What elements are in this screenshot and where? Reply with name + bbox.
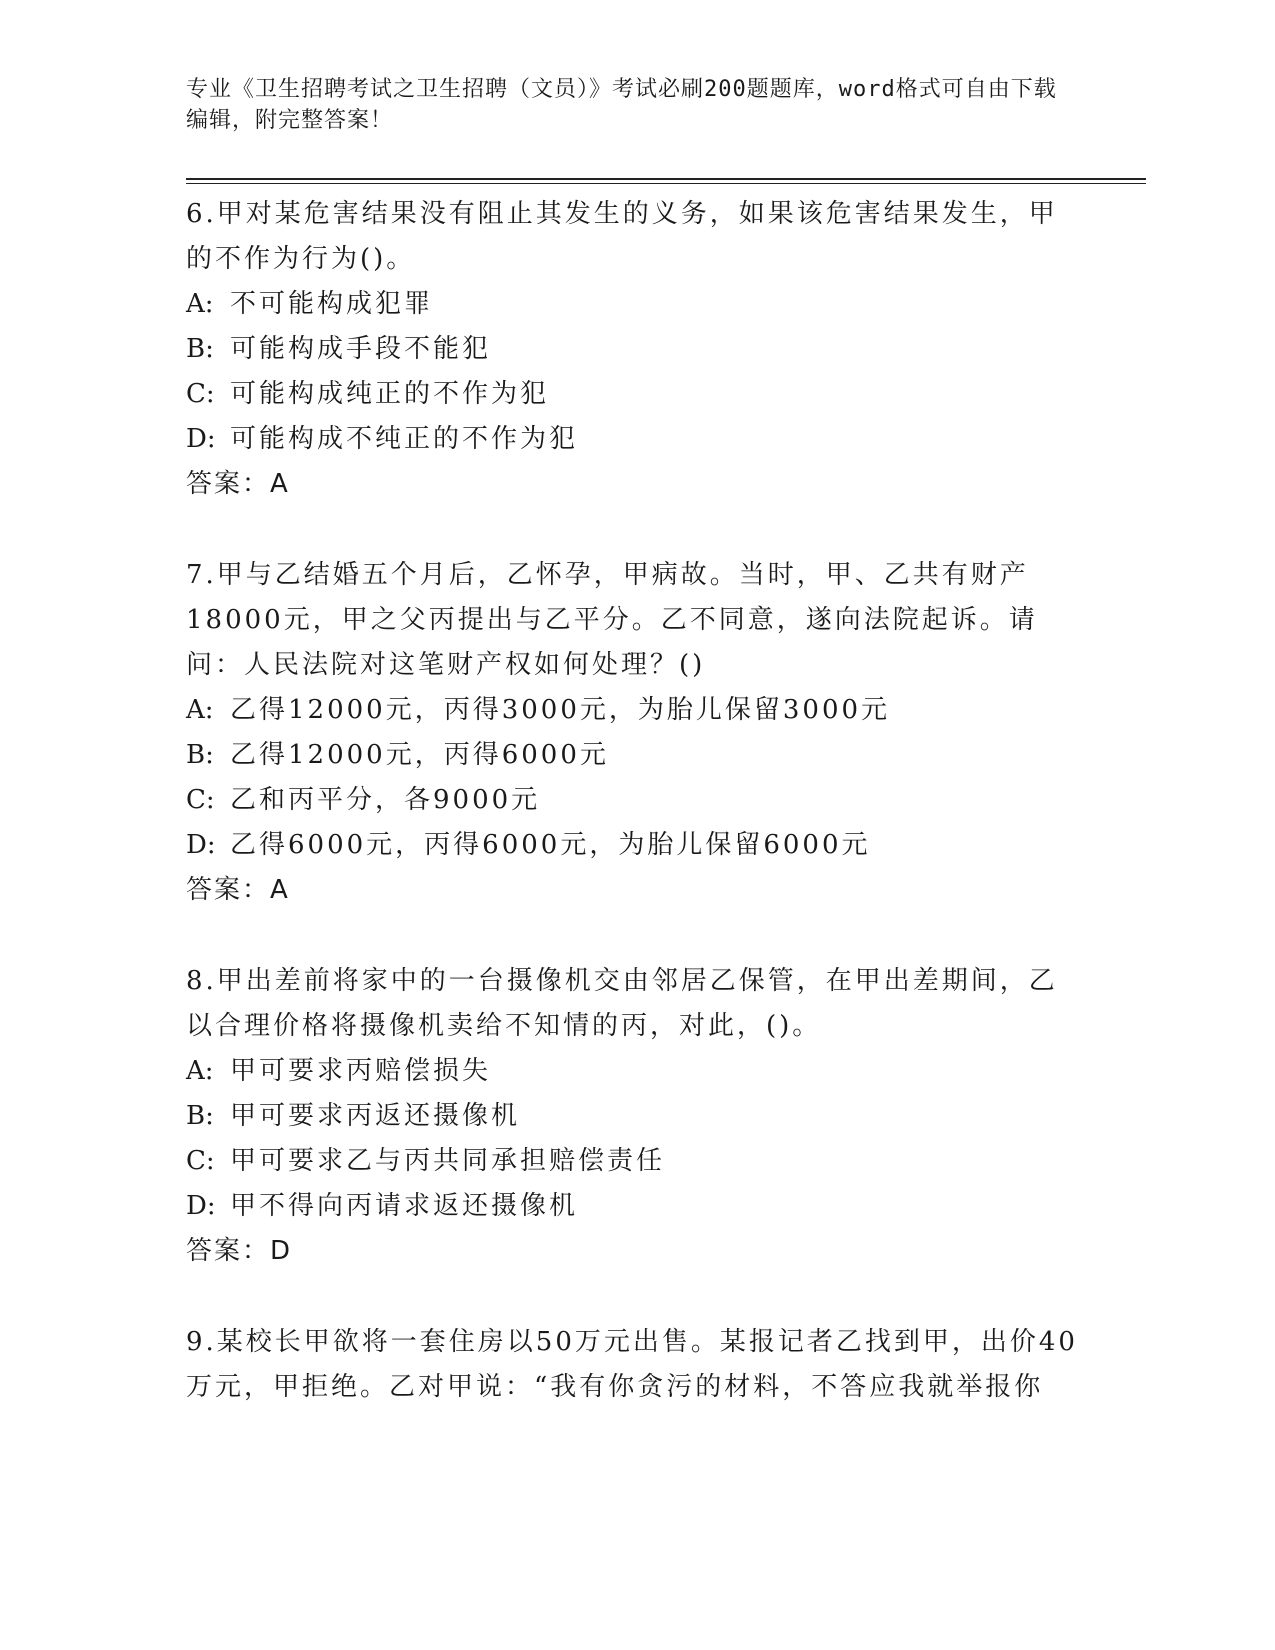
option-text: 乙和丙平分，各9000元 [230, 785, 541, 815]
option-text: 乙得6000元，丙得6000元，为胎儿保留6000元 [230, 830, 871, 860]
option-d [186, 417, 1086, 462]
header-divider-thin [186, 183, 1146, 184]
answer-line: 答案：A [186, 469, 290, 499]
option-c [186, 372, 1086, 417]
option-a [186, 688, 1086, 733]
option-a [186, 1049, 1086, 1094]
option-key: B: [186, 740, 214, 770]
question-7 [186, 553, 1086, 913]
question-stem: 7.甲与乙结婚五个月后，乙怀孕，甲病故。当时，甲、乙共有财产18000元，甲之父丙提出与乙平分。乙不同意，遂向法院起诉。请问：人民法院对这笔财产权如何处理？() [186, 560, 1038, 680]
answer-line: 答案：A [186, 875, 290, 905]
option-key: C: [186, 785, 215, 815]
option-text: 甲可要求丙赔偿损失 [230, 1056, 492, 1086]
option-key: C: [186, 1146, 215, 1176]
question-stem: 6.甲对某危害结果没有阻止其发生的义务，如果该危害结果发生，甲的不作为行为()。 [186, 199, 1058, 274]
option-key: B: [186, 334, 214, 364]
option-key: A: [186, 1056, 214, 1086]
option-text: 甲可要求丙返还摄像机 [230, 1101, 521, 1131]
question-8 [186, 959, 1086, 1274]
option-text: 乙得12000元，丙得6000元 [230, 740, 609, 770]
option-b [186, 1094, 1086, 1139]
option-c [186, 1139, 1086, 1184]
option-text: 可能构成不纯正的不作为犯 [230, 424, 579, 454]
option-text: 可能构成手段不能犯 [230, 334, 492, 364]
option-c [186, 778, 1086, 823]
question-stem: 9.某校长甲欲将一套住房以50万元出售。某报记者乙找到甲，出价40万元，甲拒绝。乙对甲说：“我有你贪污的材料，不答应我就举报你 [186, 1327, 1078, 1402]
question-9 [186, 1320, 1086, 1410]
option-text: 甲不得向丙请求返还摄像机 [230, 1191, 579, 1221]
option-key: A: [186, 695, 214, 725]
header-divider-thick [186, 178, 1146, 180]
answer-line: 答案：D [186, 1236, 293, 1266]
option-key: C: [186, 379, 215, 409]
option-b [186, 327, 1086, 372]
option-text: 不可能构成犯罪 [230, 289, 434, 319]
question-6 [186, 192, 1086, 507]
option-b [186, 733, 1086, 778]
option-key: D: [186, 1191, 216, 1221]
option-d [186, 1184, 1086, 1229]
option-d [186, 823, 1086, 868]
question-list [186, 192, 1086, 1456]
question-stem: 8.甲出差前将家中的一台摄像机交由邻居乙保管，在甲出差期间，乙以合理价格将摄像机卖给不知情的丙，对此，()。 [186, 966, 1058, 1041]
option-key: D: [186, 830, 216, 860]
document-header: 专业《卫生招聘考试之卫生招聘（文员）》考试必刷200题题库，word格式可自由下载编辑，附完整答案！ [186, 77, 1057, 133]
option-key: B: [186, 1101, 214, 1131]
option-text: 可能构成纯正的不作为犯 [230, 379, 550, 409]
option-text: 乙得12000元，丙得3000元，为胎儿保留3000元 [230, 695, 891, 725]
option-key: D: [186, 424, 216, 454]
option-text: 甲可要求乙与丙共同承担赔偿责任 [230, 1146, 666, 1176]
option-key: A: [186, 289, 214, 319]
option-a [186, 282, 1086, 327]
